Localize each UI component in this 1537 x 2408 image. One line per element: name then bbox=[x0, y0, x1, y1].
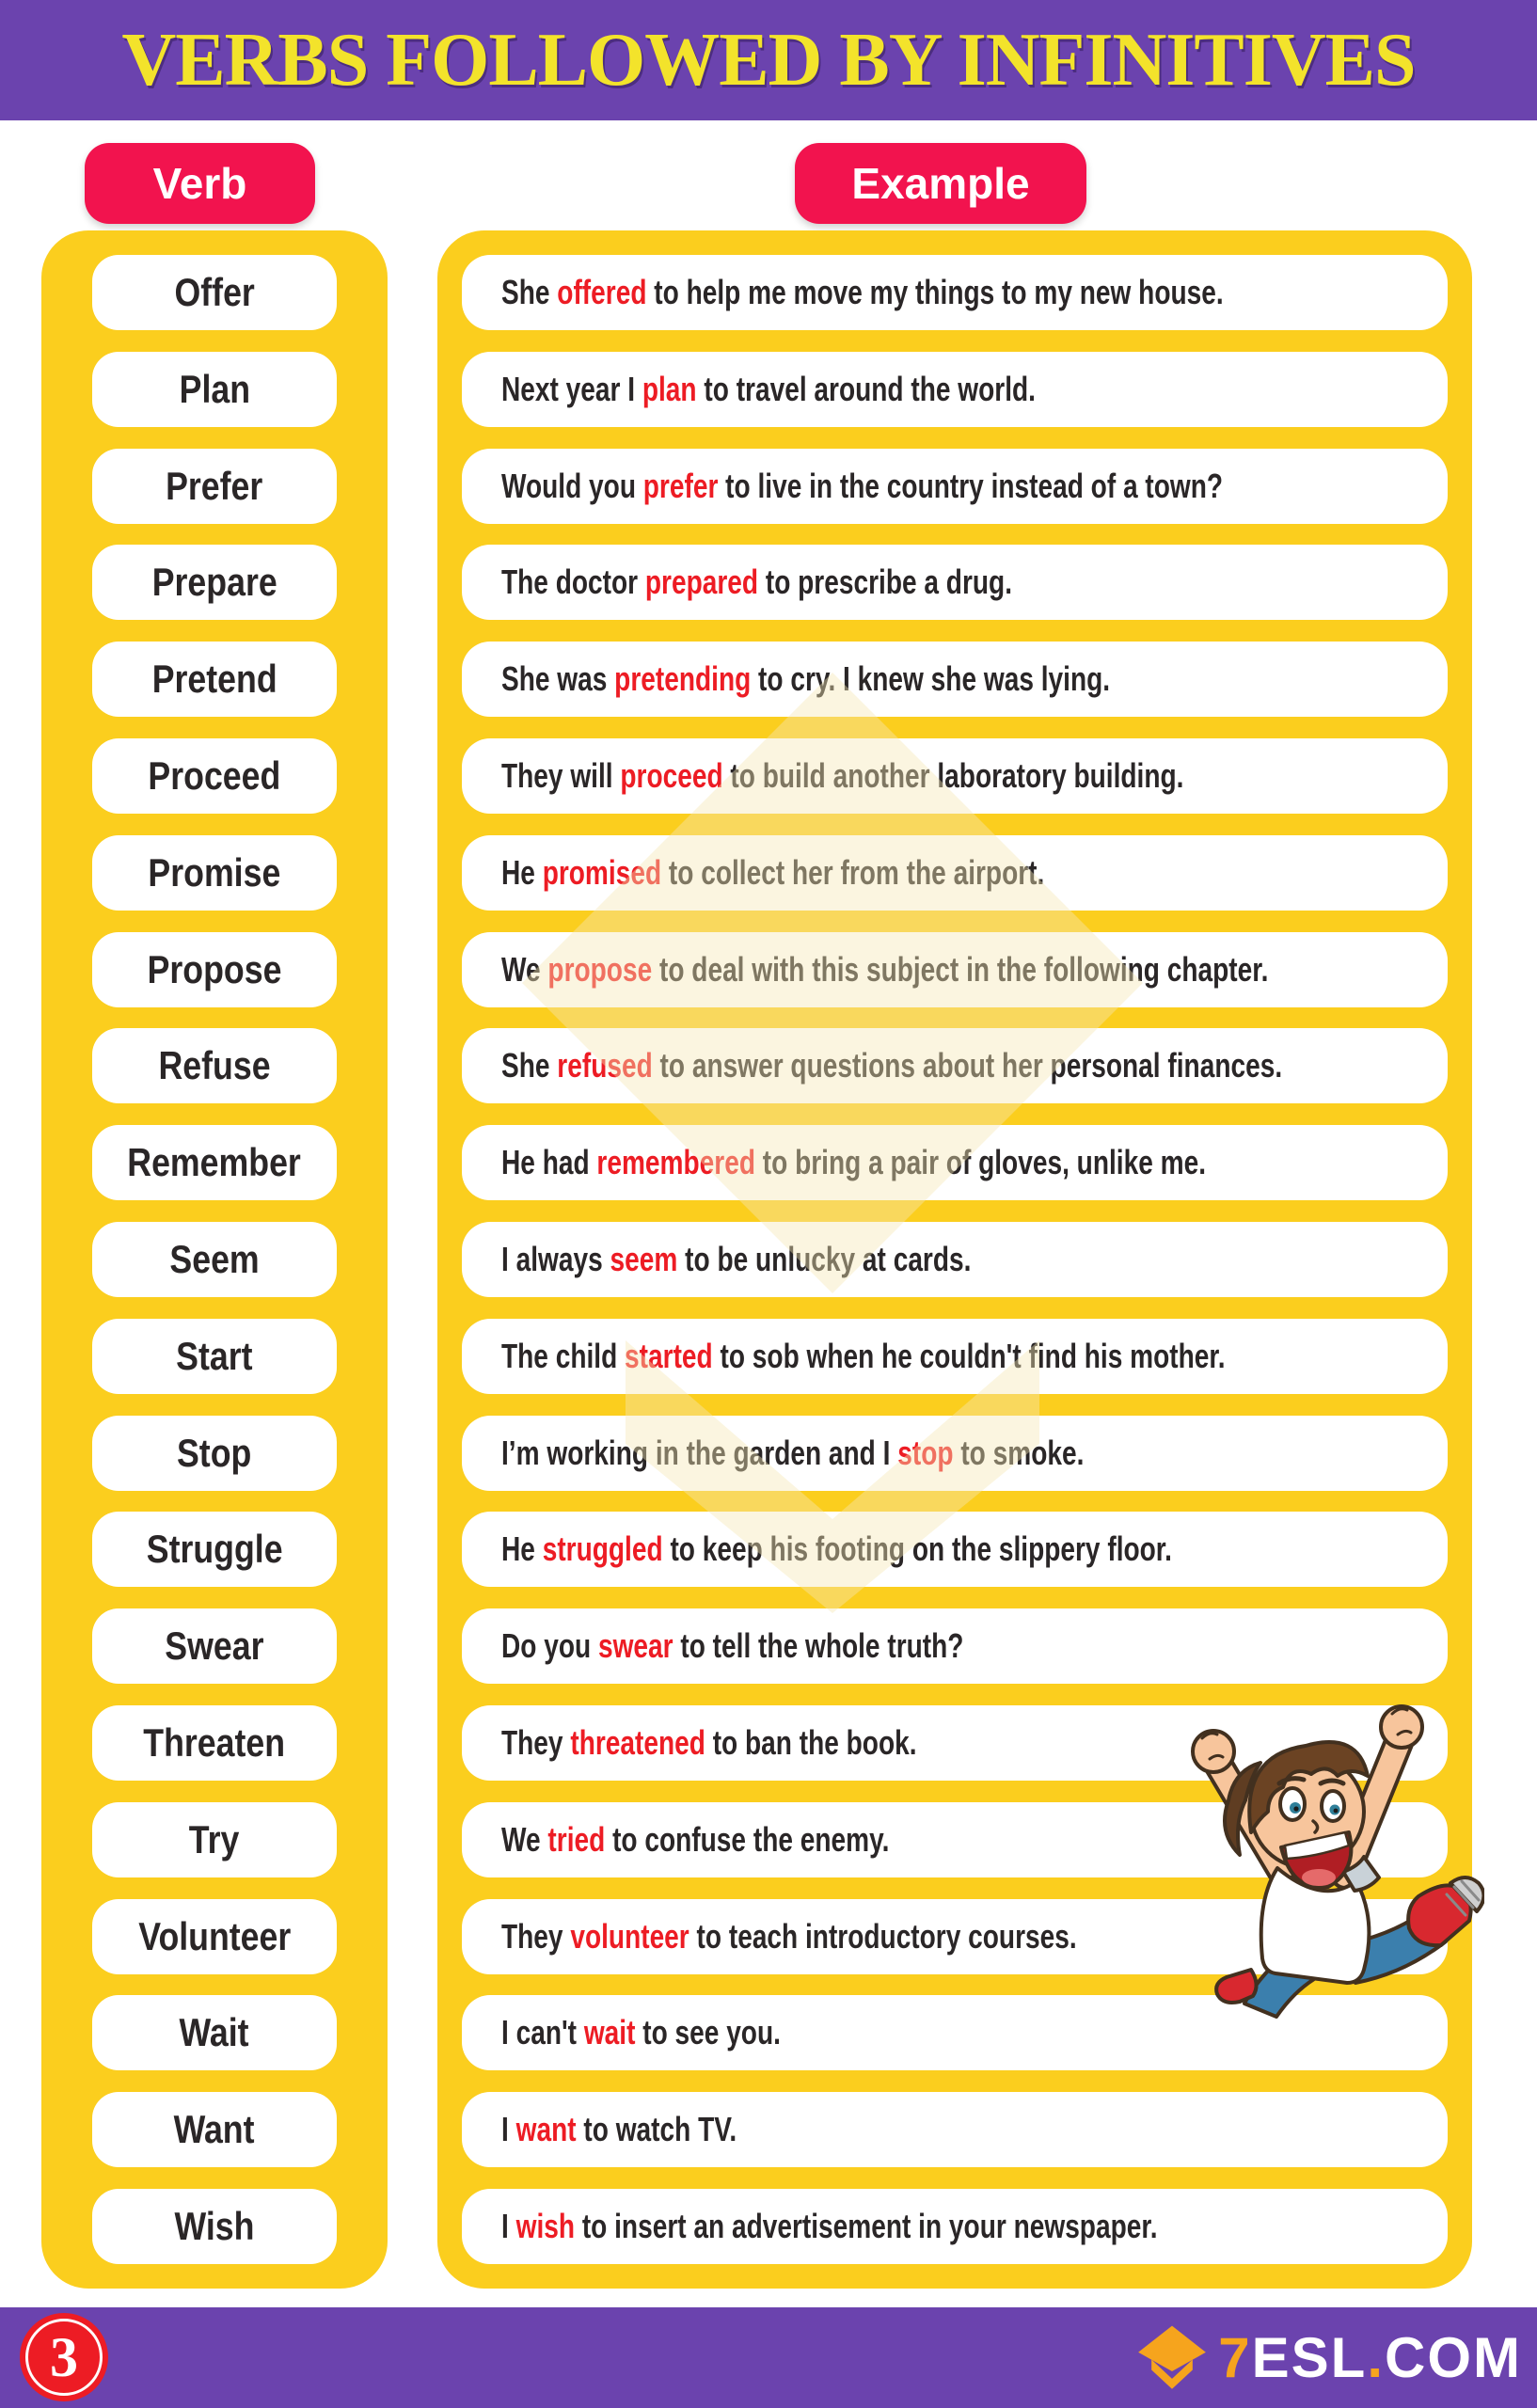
highlighted-verb: threatened bbox=[570, 1722, 705, 1762]
highlighted-verb: wait bbox=[583, 2013, 636, 2052]
sentence-pre: I always bbox=[501, 1239, 610, 1278]
sentence-post: to insert an advertisement in your newspaper. bbox=[575, 2206, 1158, 2245]
sentence-pre: I’m working in the garden and I bbox=[501, 1433, 898, 1472]
example-sentence bbox=[501, 1820, 889, 1860]
highlighted-verb: stop bbox=[897, 1433, 954, 1472]
verb-pill bbox=[92, 1608, 337, 1684]
example-sentence bbox=[501, 1917, 1077, 1956]
verb-pill bbox=[92, 835, 337, 911]
verb-pill bbox=[92, 1899, 337, 1974]
highlighted-verb: promised bbox=[542, 852, 662, 892]
verb-pill bbox=[92, 738, 337, 814]
example-sentence bbox=[501, 1626, 963, 1666]
verb-pill-label: Threaten bbox=[143, 1719, 286, 1765]
example-sentence bbox=[501, 1529, 1172, 1569]
highlighted-verb: want bbox=[515, 2110, 577, 2149]
header-bar bbox=[0, 0, 1537, 120]
highlighted-verb: started bbox=[625, 1336, 713, 1375]
brand-wordmark bbox=[1218, 2325, 1522, 2390]
example-sentence bbox=[501, 1723, 917, 1763]
verb-pill bbox=[92, 1995, 337, 2070]
page-title: VERBS FOLLOWED BY INFINITIVES bbox=[121, 19, 1416, 102]
verb-pill bbox=[92, 2092, 337, 2167]
highlighted-verb: struggled bbox=[542, 1529, 663, 1569]
sentence-post: to confuse the enemy. bbox=[605, 1819, 890, 1859]
verb-pill bbox=[92, 1705, 337, 1781]
page-number: 3 bbox=[50, 2326, 78, 2388]
example-sentence bbox=[501, 2013, 781, 2052]
verb-pill bbox=[92, 255, 337, 330]
verb-pill-label: Prepare bbox=[151, 560, 277, 605]
highlighted-verb: tried bbox=[547, 1819, 606, 1859]
example-row bbox=[462, 2092, 1448, 2167]
example-row bbox=[462, 1028, 1448, 1103]
verb-pill bbox=[92, 352, 337, 427]
sentence-post: to build another laboratory building. bbox=[722, 755, 1184, 795]
verb-pill bbox=[92, 1319, 337, 1394]
sentence-post: to travel around the world. bbox=[696, 369, 1036, 408]
sentence-post: to teach introductory courses. bbox=[689, 1916, 1077, 1956]
footer-bar bbox=[0, 2307, 1537, 2408]
verb-pill-label: Seem bbox=[169, 1236, 260, 1281]
sentence-post: to collect her from the airport. bbox=[661, 852, 1045, 892]
verb-pill-label: Start bbox=[176, 1333, 253, 1378]
verb-pill bbox=[92, 449, 337, 524]
highlighted-verb: propose bbox=[547, 949, 653, 989]
verb-column bbox=[41, 230, 388, 2289]
verb-pill-label: Swear bbox=[165, 1624, 264, 1669]
verb-pill-label: Pretend bbox=[151, 657, 277, 702]
verb-pill-label: Volunteer bbox=[137, 1913, 292, 1958]
example-sentence bbox=[501, 1046, 1282, 1085]
verb-pill-label: Want bbox=[174, 2107, 255, 2152]
verb-pill-label: Propose bbox=[147, 946, 282, 991]
example-row bbox=[462, 1802, 1448, 1877]
brand-seg-esl: ESL bbox=[1251, 2326, 1368, 2389]
highlighted-verb: swear bbox=[597, 1626, 673, 1666]
example-sentence bbox=[501, 1337, 1226, 1376]
verb-pill bbox=[92, 545, 337, 620]
verb-pill-label: Refuse bbox=[158, 1043, 271, 1088]
highlighted-verb: wish bbox=[515, 2206, 576, 2245]
verb-pill bbox=[92, 1222, 337, 1297]
sentence-pre: He bbox=[501, 1529, 543, 1569]
verb-pill-label: Wait bbox=[179, 2010, 250, 2055]
verb-pill-label: Plan bbox=[179, 366, 250, 411]
example-row bbox=[462, 1125, 1448, 1200]
verb-pill-label: Stop bbox=[177, 1430, 252, 1475]
verb-pill bbox=[92, 2189, 337, 2264]
example-row bbox=[462, 1608, 1448, 1684]
example-sentence bbox=[501, 562, 1012, 602]
example-row bbox=[462, 1416, 1448, 1491]
highlighted-verb: remembered bbox=[596, 1143, 755, 1182]
sentence-pre: He had bbox=[501, 1143, 597, 1182]
sentence-pre: The child bbox=[501, 1336, 626, 1375]
sentence-pre: The doctor bbox=[501, 562, 645, 602]
sentence-post: to bring a pair of gloves, unlike me. bbox=[754, 1143, 1206, 1182]
example-column bbox=[437, 230, 1472, 2289]
sentence-pre: Do you bbox=[501, 1626, 598, 1666]
example-row bbox=[462, 1512, 1448, 1587]
verb-pill bbox=[92, 642, 337, 717]
verb-pill bbox=[92, 1802, 337, 1877]
example-row bbox=[462, 1899, 1448, 1974]
brand-seg-com: COM bbox=[1385, 2326, 1522, 2389]
highlighted-verb: refused bbox=[557, 1046, 653, 1085]
example-row bbox=[462, 642, 1448, 717]
sentence-pre: We bbox=[501, 1819, 548, 1859]
example-column-header: Example bbox=[795, 143, 1086, 224]
example-sentence bbox=[501, 370, 1036, 409]
sentence-pre: They will bbox=[501, 755, 621, 795]
sentence-pre: Would you bbox=[501, 466, 643, 505]
highlighted-verb: offered bbox=[557, 273, 647, 311]
example-row bbox=[462, 545, 1448, 620]
highlighted-verb: plan bbox=[642, 369, 697, 408]
example-row bbox=[462, 1319, 1448, 1394]
example-row bbox=[462, 2189, 1448, 2264]
verb-pill-label: Wish bbox=[174, 2203, 255, 2248]
example-sentence bbox=[501, 1240, 971, 1279]
sentence-pre: We bbox=[501, 949, 548, 989]
verb-pill-label: Offer bbox=[174, 270, 255, 314]
highlighted-verb: pretending bbox=[614, 659, 752, 699]
sentence-post: to cry. I knew she was lying. bbox=[751, 659, 1111, 699]
sentence-pre: Next year I bbox=[501, 369, 642, 408]
example-row bbox=[462, 255, 1448, 330]
sentence-pre: She bbox=[501, 273, 558, 311]
example-sentence bbox=[501, 1434, 1084, 1473]
verb-pill-label: Struggle bbox=[146, 1527, 283, 1572]
highlighted-verb: prefer bbox=[642, 466, 719, 505]
example-sentence bbox=[501, 659, 1110, 699]
example-row bbox=[462, 1222, 1448, 1297]
highlighted-verb: seem bbox=[610, 1239, 678, 1278]
example-row bbox=[462, 1995, 1448, 2070]
verb-pill-label: Remember bbox=[127, 1140, 302, 1185]
sentence-post: to deal with this subject in the following chapter. bbox=[652, 949, 1269, 989]
sentence-post: to keep his footing on the slippery floor. bbox=[662, 1529, 1172, 1569]
example-row bbox=[462, 932, 1448, 1007]
sentence-pre: She was bbox=[501, 659, 615, 699]
main-area bbox=[0, 120, 1537, 2307]
sentence-pre: She bbox=[501, 1046, 558, 1085]
sentence-pre: They bbox=[501, 1722, 571, 1762]
example-sentence bbox=[501, 756, 1183, 796]
sentence-post: to see you. bbox=[635, 2013, 781, 2052]
verb-pill-label: Prefer bbox=[166, 463, 263, 508]
example-row bbox=[462, 1705, 1448, 1781]
example-sentence bbox=[501, 2110, 737, 2149]
sentence-pre: I bbox=[501, 2110, 516, 2149]
verb-pill bbox=[92, 1028, 337, 1103]
example-sentence bbox=[501, 273, 1224, 312]
example-sentence bbox=[501, 467, 1223, 506]
sentence-post: to answer questions about her personal finances. bbox=[652, 1046, 1283, 1085]
example-sentence bbox=[501, 950, 1268, 990]
example-row bbox=[462, 449, 1448, 524]
sentence-post: to prescribe a drug. bbox=[758, 562, 1012, 602]
brand-logo bbox=[1135, 2307, 1522, 2408]
sentence-post: to watch TV. bbox=[576, 2110, 737, 2149]
graduation-cap-icon bbox=[1135, 2321, 1209, 2395]
verb-pill bbox=[92, 1512, 337, 1587]
sentence-pre: They bbox=[501, 1916, 571, 1956]
brand-seg-dot: . bbox=[1367, 2326, 1386, 2389]
example-sentence bbox=[501, 853, 1044, 893]
example-row bbox=[462, 835, 1448, 911]
verb-pill-label: Try bbox=[189, 1816, 240, 1861]
page-number-badge bbox=[20, 2313, 108, 2401]
sentence-pre: I can't bbox=[501, 2013, 584, 2052]
sentence-post: to live in the country instead of a town? bbox=[718, 466, 1224, 505]
sentence-post: to help me move my things to my new house. bbox=[646, 273, 1224, 311]
example-sentence bbox=[501, 1143, 1206, 1182]
verb-pill bbox=[92, 1416, 337, 1491]
highlighted-verb: volunteer bbox=[570, 1916, 689, 1956]
sentence-post: to ban the book. bbox=[705, 1722, 917, 1762]
verb-pill-label: Proceed bbox=[148, 752, 281, 798]
sentence-post: to tell the whole truth? bbox=[673, 1626, 964, 1666]
highlighted-verb: proceed bbox=[620, 755, 723, 795]
verb-pill bbox=[92, 932, 337, 1007]
sentence-post: to sob when he couldn't find his mother. bbox=[712, 1336, 1226, 1375]
example-row bbox=[462, 738, 1448, 814]
sentence-pre: He bbox=[501, 852, 543, 892]
sentence-pre: I bbox=[501, 2206, 516, 2245]
highlighted-verb: prepared bbox=[644, 562, 759, 602]
brand-seg-7: 7 bbox=[1218, 2326, 1252, 2389]
sentence-post: to smoke. bbox=[953, 1433, 1085, 1472]
example-sentence bbox=[501, 2207, 1158, 2246]
sentence-post: to be unlucky at cards. bbox=[677, 1239, 972, 1278]
example-row bbox=[462, 352, 1448, 427]
verb-column-header: Verb bbox=[85, 143, 315, 224]
verb-pill-label: Promise bbox=[148, 849, 281, 895]
verb-pill bbox=[92, 1125, 337, 1200]
